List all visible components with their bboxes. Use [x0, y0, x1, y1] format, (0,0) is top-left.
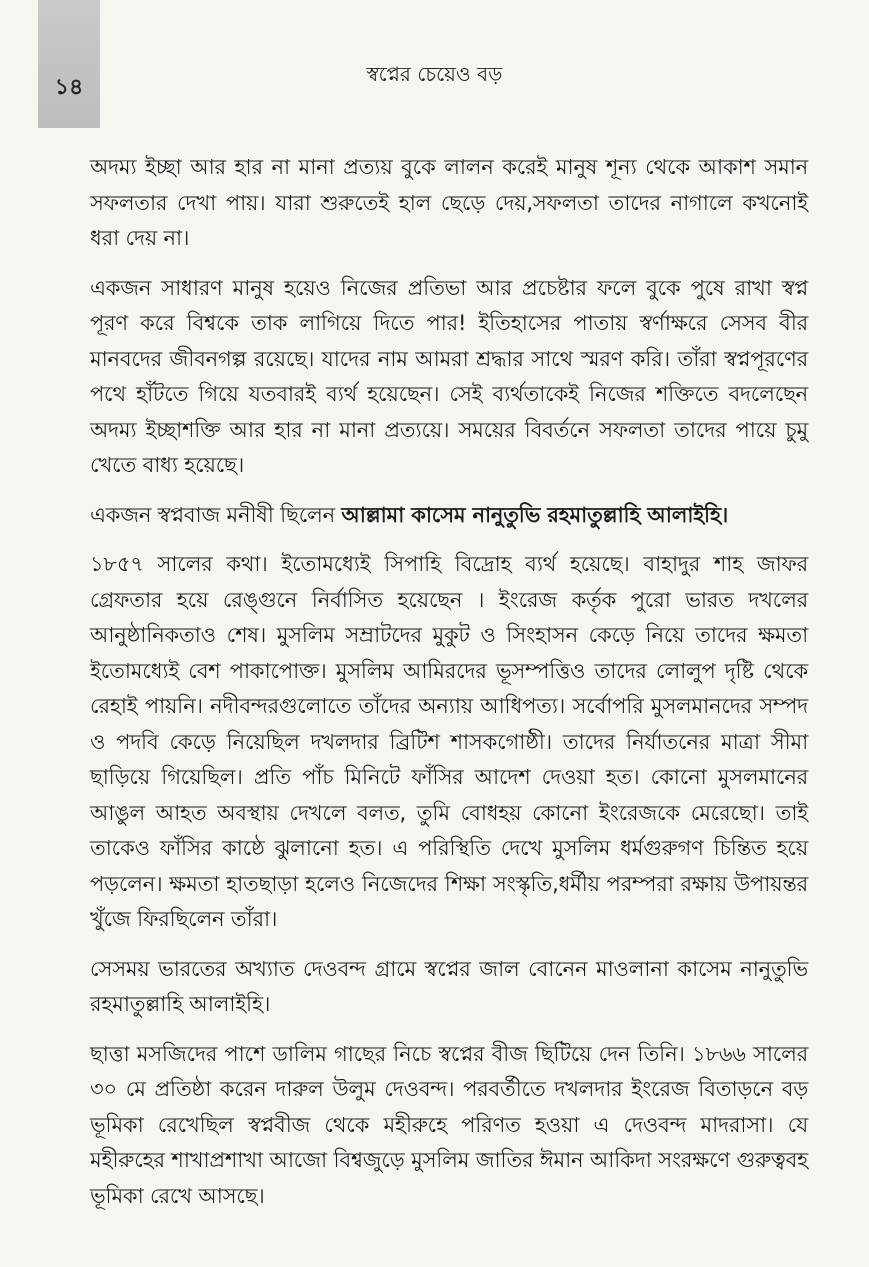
- paragraph-4-text: ১৮৫৭ সালের কথা। ইতোমধ্যেই সিপাহি বিদ্রোহ ব্যর্থ হয়েছে। বাহাদুর শাহ জাফর গ্রেফতার হয়ে রেঙ্গুনে নির্বাসিত হয়েছেন । ইংরেজ কর্তৃক পুরো ভারত দখলের আনুষ্ঠানিকতাও শেষ। মুসলিম সম্রাটদের মুকুট ও সিংহাসন কেড়ে নিয়ে তাদের ক্ষমতা ইতোমধ্যেই বেশ পাকাপোক্ত। মুসলিম আমিরদের ভূসম্পত্তিও তাদের লোলুপ দৃষ্টি থেকে রেহাই পায়নি। নদীবন্দরগুলোতে তাঁদের অন্যায় আধিপত্য। সর্বোপরি মুসলমানদের সম্পদ ও পদবি কেড়ে নিয়েছিল দখলদার ব্রিটিশ শাসকগোষ্ঠী। তাদের নির্যাতনের মাত্রা সীমা ছাড়িয়ে গিয়েছিল। প্রতি পাঁচ মিনিটে ফাঁসির আদেশ দেওয়া হত। কোনো মুসলমানের আঙুল আহত অবস্থায় দেখলে বলত, তুমি বোধহয় কোনো ইংরেজকে মেরেছো। তাই তাকেও ফাঁসির কাষ্ঠে ঝুলানো হত। এ পরিস্থিতি দেখে মুসলিম ধর্মগুরুগণ চিন্তিত হয়ে পড়লেন। ক্ষমতা হাতছাড়া হলেও নিজেদের শিক্ষা সংস্কৃতি,ধর্মীয় পরম্পরা রক্ষায় উপায়ন্তর খুঁজে ফিরছিলেন তাঁরা।: [90, 552, 808, 931]
- body-text: [90, 150, 808, 1228]
- page-number: ১৪: [54, 75, 84, 100]
- paragraph-1: [90, 150, 808, 257]
- paragraph-1-text: অদম্য ইচ্ছা আর হার না মানা প্রত্যয় বুকে লালন করেই মানুষ শূন্য থেকে আকাশ সমান সফলতার দেখা পায়। যারা শুরুতেই হাল ছেড়ে দেয়,সফলতা তাদের নাগালে কখনোই ধরা দেয় না।: [90, 155, 808, 250]
- paragraph-2-text: একজন সাধারণ মানুষ হয়েও নিজের প্রতিভা আর প্রচেষ্টার ফলে বুকে পুষে রাখা স্বপ্ন পূরণ করে বিশ্বকে তাক লাগিয়ে দিতে পার! ইতিহাসের পাতায় স্বর্ণাক্ষরে সেসব বীর মানবদের জীবনগল্প রয়েছে। যাদের নাম আমরা শ্রদ্ধার সাথে স্মরণ করি। তাঁরা স্বপ্নপূরণের পথে হাঁটতে গিয়ে যতবারই ব্যর্থ হয়েছেন। সেই ব্যর্থতাকেই নিজের শক্তিতে বদলেছেন অদম্য ইচ্ছাশক্তি আর হার না মানা প্রত্যয়ে। সময়ের বিবর্তনে সফলতা তাদের পায়ে চুমু খেতে বাধ্য হয়েছে।: [90, 275, 808, 477]
- paragraph-5-text: সেসময় ভারতের অখ্যাত দেওবন্দ গ্রামে স্বপ্নের জাল বোনেন মাওলানা কাসেম নানুতুভি রহমাতুল্লাহি আলাইহি।: [90, 956, 808, 1016]
- paragraph-5: [90, 952, 808, 1023]
- paragraph-6-text: ছাত্তা মসজিদের পাশে ডালিম গাছের নিচে স্বপ্নের বীজ ছিটিয়ে দেন তিনি। ১৮৬৬ সালের ৩০ মে প্রতিষ্ঠা করেন দারুল উলুম দেওবন্দ। পরবর্তীতে দখলদার ইংরেজ বিতাড়নে বড় ভূমিকা রেখেছিল স্বপ্নবীজ থেকে মহীরুহে পরিণত হওয়া এ দেওবন্দ মাদরাসা। যে মহীরুহের শাখাপ্রশাখা আজো বিশ্বজুড়ে মুসলিম জাতির ঈমান আকিদা সংরক্ষণে গুরুত্ববহ ভূমিকা রেখে আসছে।: [90, 1041, 808, 1208]
- paragraph-2: [90, 271, 808, 484]
- paragraph-6: [90, 1037, 808, 1215]
- paragraph-4: [90, 547, 808, 938]
- running-header-title: স্বপ্নের চেয়েও বড়: [366, 62, 503, 86]
- paragraph-3-bold-name: আল্লামা কাসেম নানুতুভি রহমাতুল্লাহি আলাইহি।: [341, 502, 729, 527]
- paragraph-3-text: একজন স্বপ্নবাজ মনীষী ছিলেন: [90, 502, 342, 527]
- paragraph-3: [90, 498, 808, 534]
